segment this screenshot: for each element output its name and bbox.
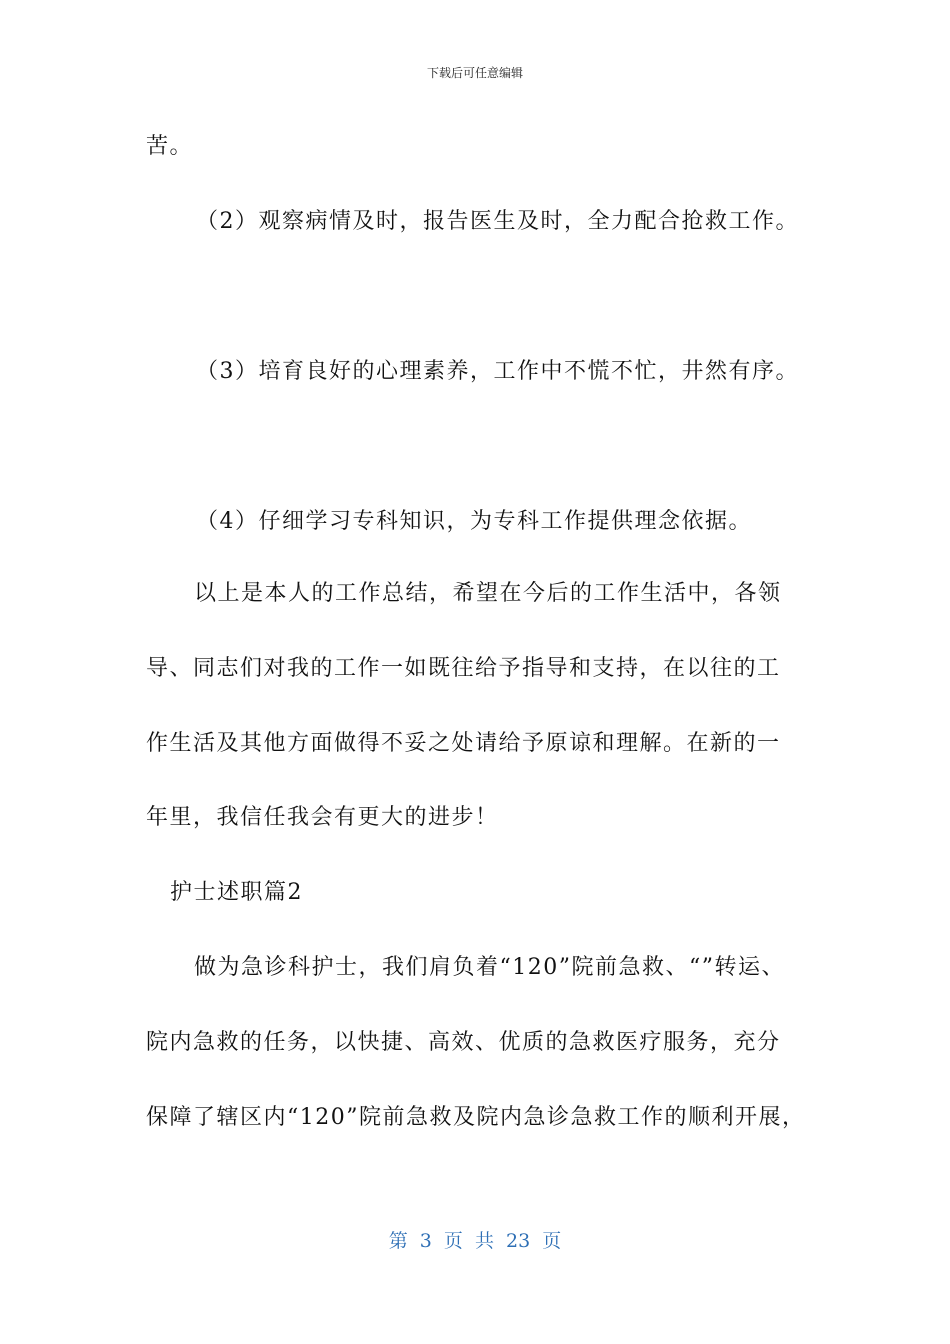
summary-paragraph-line-3: 作生活及其他方面做得不妥之处请给予原谅和理解。在新的一 <box>146 731 781 756</box>
list-item-3: （3）培育良好的心理素养，工作中不慌不忙，井然有序。 <box>196 359 799 384</box>
body-paragraph-line-2: 院内急救的任务，以快捷、高效、优质的急救医疗服务，充分 <box>146 1030 781 1055</box>
summary-paragraph-line-4: 年里，我信任我会有更大的进步！ <box>146 805 499 830</box>
list-item-4: （4）仔细学习专科知识，为专科工作提供理念依据。 <box>196 509 752 534</box>
summary-paragraph-line-2: 导、同志们对我的工作一如既往给予指导和支持，在以往的工 <box>146 656 781 681</box>
section-heading: 护士述职篇2 <box>170 880 303 905</box>
list-item-2: （2）观察病情及时，报告医生及时，全力配合抢救工作。 <box>196 209 799 234</box>
page-header: 下载后可任意编辑 <box>426 66 523 80</box>
text-line-1: 苦。 <box>146 134 194 159</box>
page-footer: 第 3 页 共 23 页 <box>388 1230 562 1252</box>
summary-paragraph-line-1: 以上是本人的工作总结，希望在今后的工作生活中，各领 <box>194 581 782 606</box>
body-paragraph-line-1: 做为急诊科护士，我们肩负着“120”院前急救、“”转运、 <box>194 955 785 980</box>
body-paragraph-line-3: 保障了辖区内“120”院前急救及院内急诊急救工作的顺利开展， <box>146 1105 806 1130</box>
